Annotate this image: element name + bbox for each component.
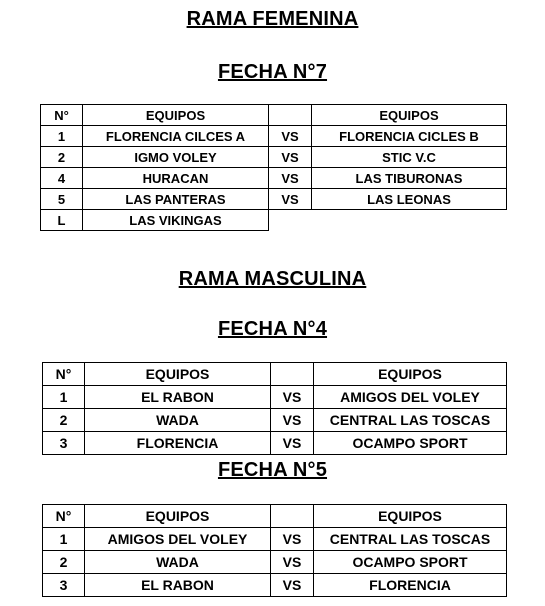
away-team: LAS LEONAS — [312, 189, 507, 210]
table-row — [41, 126, 507, 147]
table-row — [43, 528, 507, 551]
away-team: STIC V.C — [312, 147, 507, 168]
away-team: OCAMPO SPORT — [314, 551, 507, 574]
match-num: L — [41, 210, 83, 231]
fecha-4-table — [42, 362, 507, 455]
table-row — [41, 147, 507, 168]
header-vs-blank — [269, 105, 312, 126]
match-num: 2 — [41, 147, 83, 168]
empty-cell — [269, 210, 312, 231]
vs-label: VS — [271, 528, 314, 551]
vs-label: VS — [271, 386, 314, 409]
away-team: OCAMPO SPORT — [314, 432, 507, 455]
table-row — [43, 409, 507, 432]
table-header-row — [43, 505, 507, 528]
home-team: EL RABON — [85, 574, 271, 597]
table-row — [43, 432, 507, 455]
rama-femenina-title: RAMA FEMENINA — [186, 8, 359, 30]
free-team: LAS VIKINGAS — [83, 210, 269, 231]
header-equipos-away: EQUIPOS — [312, 105, 507, 126]
away-team: FLORENCIA CICLES B — [312, 126, 507, 147]
table-row — [43, 574, 507, 597]
header-vs-blank — [271, 505, 314, 528]
vs-label: VS — [269, 147, 312, 168]
header-num: N° — [41, 105, 83, 126]
match-num: 1 — [43, 386, 85, 409]
home-team: EL RABON — [85, 386, 271, 409]
table-header-row — [41, 105, 507, 126]
table-row — [43, 551, 507, 574]
table-row-libre — [41, 210, 507, 231]
match-num: 2 — [43, 409, 85, 432]
header-equipos-home: EQUIPOS — [85, 363, 271, 386]
empty-cell — [312, 210, 507, 231]
fecha-5-title: FECHA N°5 — [217, 459, 328, 481]
match-num: 3 — [43, 574, 85, 597]
match-num: 4 — [41, 168, 83, 189]
header-equipos-home: EQUIPOS — [85, 505, 271, 528]
match-num: 5 — [41, 189, 83, 210]
header-equipos-away: EQUIPOS — [314, 505, 507, 528]
table-header-row — [43, 363, 507, 386]
home-team: HURACAN — [83, 168, 269, 189]
match-num: 1 — [43, 528, 85, 551]
header-vs-blank — [271, 363, 314, 386]
home-team: IGMO VOLEY — [83, 147, 269, 168]
home-team: WADA — [85, 409, 271, 432]
vs-label: VS — [269, 168, 312, 189]
match-num: 2 — [43, 551, 85, 574]
vs-label: VS — [271, 409, 314, 432]
away-team: CENTRAL LAS TOSCAS — [314, 528, 507, 551]
rama-masculina-title: RAMA MASCULINA — [178, 268, 367, 290]
match-num: 1 — [41, 126, 83, 147]
away-team: AMIGOS DEL VOLEY — [314, 386, 507, 409]
header-equipos-away: EQUIPOS — [314, 363, 507, 386]
home-team: AMIGOS DEL VOLEY — [85, 528, 271, 551]
header-equipos-home: EQUIPOS — [83, 105, 269, 126]
away-team: CENTRAL LAS TOSCAS — [314, 409, 507, 432]
header-num: N° — [43, 505, 85, 528]
vs-label: VS — [271, 574, 314, 597]
fecha-7-table — [40, 104, 507, 231]
vs-label: VS — [269, 126, 312, 147]
fecha-4-title: FECHA N°4 — [217, 318, 328, 340]
vs-label: VS — [271, 551, 314, 574]
home-team: LAS PANTERAS — [83, 189, 269, 210]
fecha-5-table — [42, 504, 507, 597]
table-row — [41, 168, 507, 189]
table-row — [43, 386, 507, 409]
table-row — [41, 189, 507, 210]
home-team: WADA — [85, 551, 271, 574]
vs-label: VS — [269, 189, 312, 210]
vs-label: VS — [271, 432, 314, 455]
home-team: FLORENCIA — [85, 432, 271, 455]
header-num: N° — [43, 363, 85, 386]
fecha-7-title: FECHA N°7 — [217, 61, 328, 83]
away-team: FLORENCIA — [314, 574, 507, 597]
home-team: FLORENCIA CILCES A — [83, 126, 269, 147]
match-num: 3 — [43, 432, 85, 455]
away-team: LAS TIBURONAS — [312, 168, 507, 189]
